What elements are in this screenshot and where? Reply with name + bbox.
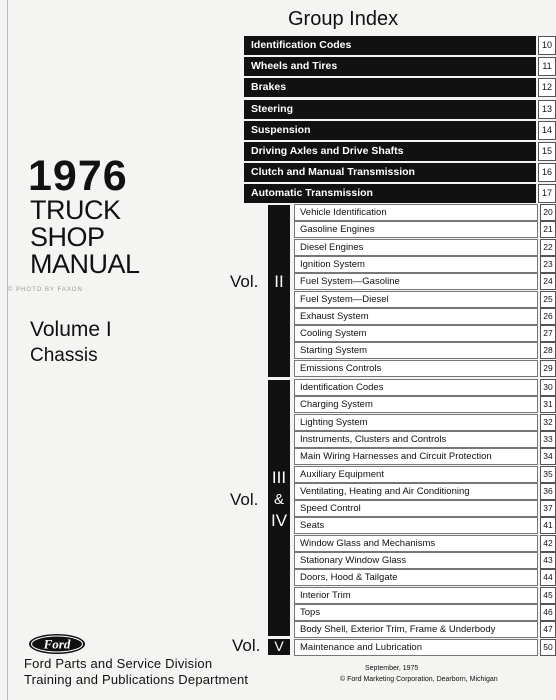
sub-group-number: 31 — [540, 396, 556, 413]
sub-group-row[interactable] — [294, 621, 556, 638]
copyright-line: © Ford Marketing Corporation, Dearborn, Michigan — [340, 676, 498, 683]
sub-group-label: Vehicle Identification — [294, 204, 538, 221]
sub-group-row[interactable] — [294, 604, 556, 621]
sub-group-number: 25 — [540, 291, 556, 308]
cover-year: 1976 — [28, 152, 128, 200]
group-label: Suspension — [244, 121, 536, 140]
group-label: Brakes — [244, 78, 536, 97]
group-label: Wheels and Tires — [244, 57, 536, 76]
volume-two-roman: II — [274, 272, 284, 291]
sub-group-row[interactable] — [294, 569, 556, 586]
sub-group-label: Emissions Controls — [294, 360, 538, 377]
volume-ampersand: & — [273, 491, 284, 508]
group-number: 14 — [538, 121, 556, 140]
sub-group-label: Cooling System — [294, 325, 538, 342]
group-number: 10 — [538, 36, 556, 55]
group-row[interactable] — [244, 57, 556, 76]
sub-group-label: Window Glass and Mechanisms — [294, 535, 538, 552]
sub-group-label: Starting System — [294, 342, 538, 359]
sub-group-row[interactable] — [294, 204, 556, 221]
group-label: Clutch and Manual Transmission — [244, 163, 536, 182]
sub-group-number: 45 — [540, 587, 556, 604]
group-row[interactable] — [244, 36, 556, 55]
group-index-title: Group Index — [288, 8, 399, 30]
sub-group-number: 41 — [540, 517, 556, 534]
sub-group-row[interactable] — [294, 379, 556, 396]
sub-group-label: Maintenance and Lubrication — [294, 639, 538, 656]
sub-group-label: Diesel Engines — [294, 239, 538, 256]
group-number: 13 — [538, 100, 556, 119]
group-row[interactable] — [244, 184, 556, 203]
sub-group-label: Body Shell, Exterior Trim, Frame & Underbody — [294, 621, 538, 638]
sub-group-row[interactable] — [294, 431, 556, 448]
volume-five-label: Vol. — [232, 636, 261, 655]
sub-group-number: 20 — [540, 204, 556, 221]
sub-group-label: Lighting System — [294, 414, 538, 431]
sub-group-label: Exhaust System — [294, 308, 538, 325]
sub-group-label: Seats — [294, 517, 538, 534]
sub-group-row[interactable] — [294, 466, 556, 483]
group-number: 12 — [538, 78, 556, 97]
cover-title-line-3: MANUAL — [30, 249, 140, 279]
sub-group-number: 21 — [540, 221, 556, 238]
sub-group-label: Doors, Hood & Tailgate — [294, 569, 538, 586]
sub-group-row[interactable] — [294, 639, 556, 656]
division-line-2: Training and Publications Department — [24, 672, 249, 687]
sub-group-number: 34 — [540, 448, 556, 465]
group-number: 15 — [538, 142, 556, 161]
sub-group-label: Gasoline Engines — [294, 221, 538, 238]
cover-title-line-1: TRUCK — [30, 195, 121, 225]
sub-group-number: 26 — [540, 308, 556, 325]
sub-group-label: Instruments, Clusters and Controls — [294, 431, 538, 448]
sub-group-number: 37 — [540, 500, 556, 517]
volume-three-four-label: Vol. — [230, 490, 259, 509]
sub-group-row[interactable] — [294, 500, 556, 517]
sub-group-label: Charging System — [294, 396, 538, 413]
sub-group-number: 43 — [540, 552, 556, 569]
group-row[interactable] — [244, 100, 556, 119]
sub-group-number: 36 — [540, 483, 556, 500]
cover-title-line-2: SHOP — [30, 222, 105, 252]
sub-group-row[interactable] — [294, 396, 556, 413]
sub-group-label: Stationary Window Glass — [294, 552, 538, 569]
sub-group-number: 42 — [540, 535, 556, 552]
sub-group-number: 23 — [540, 256, 556, 273]
sub-group-row[interactable] — [294, 291, 556, 308]
sub-group-number: 35 — [540, 466, 556, 483]
sub-group-number: 32 — [540, 414, 556, 431]
sub-group-label: Interior Trim — [294, 587, 538, 604]
sub-group-number: 28 — [540, 342, 556, 359]
sub-group-row[interactable] — [294, 325, 556, 342]
group-number: 11 — [538, 57, 556, 76]
sub-group-number: 29 — [540, 360, 556, 377]
group-label: Driving Axles and Drive Shafts — [244, 142, 536, 161]
volume-two-label: Vol. — [230, 272, 259, 291]
group-row[interactable] — [244, 121, 556, 140]
sub-group-row[interactable] — [294, 342, 556, 359]
sub-group-label: Fuel System—Diesel — [294, 291, 538, 308]
sub-group-row[interactable] — [294, 535, 556, 552]
sub-group-row[interactable] — [294, 256, 556, 273]
group-label: Automatic Transmission — [244, 184, 536, 203]
sub-group-row[interactable] — [294, 414, 556, 431]
sub-group-row[interactable] — [294, 308, 556, 325]
sub-group-row[interactable] — [294, 587, 556, 604]
sub-group-number: 33 — [540, 431, 556, 448]
sub-group-label: Auxiliary Equipment — [294, 466, 538, 483]
publication-date: September, 1975 — [365, 665, 419, 672]
sub-group-number: 22 — [540, 239, 556, 256]
sub-group-row[interactable] — [294, 483, 556, 500]
photo-watermark: © PHOTO BY FAXON — [8, 287, 83, 293]
ford-logo-text: Ford — [43, 636, 71, 652]
sub-group-row[interactable] — [294, 360, 556, 377]
sub-group-row[interactable] — [294, 273, 556, 290]
sub-group-label: Speed Control — [294, 500, 538, 517]
sub-group-label: Fuel System—Gasoline — [294, 273, 538, 290]
sub-group-row[interactable] — [294, 448, 556, 465]
sub-group-label: Main Wiring Harnesses and Circuit Protection — [294, 448, 538, 465]
sub-group-number: 47 — [540, 621, 556, 638]
volume-four-roman: IV — [270, 511, 288, 530]
sub-group-number: 46 — [540, 604, 556, 621]
volume-label: Volume I — [30, 318, 112, 341]
sub-group-row[interactable] — [294, 221, 556, 238]
division-line-1: Ford Parts and Service Division — [24, 656, 213, 671]
sub-group-row[interactable] — [294, 239, 556, 256]
volume-subject: Chassis — [30, 345, 98, 366]
volume-three-four-bar — [268, 380, 290, 636]
sub-group-label: Ventilating, Heating and Air Conditioning — [294, 483, 538, 500]
sub-group-label: Ignition System — [294, 256, 538, 273]
sub-group-number: 30 — [540, 379, 556, 396]
group-number: 17 — [538, 184, 556, 203]
volume-three-roman: III — [271, 468, 287, 487]
group-row[interactable] — [244, 142, 556, 161]
group-row[interactable] — [244, 78, 556, 97]
page-edge-rule — [7, 0, 8, 700]
sub-group-number: 24 — [540, 273, 556, 290]
group-label: Steering — [244, 100, 536, 119]
group-row[interactable] — [244, 163, 556, 182]
sub-group-row[interactable] — [294, 517, 556, 534]
sub-group-number: 27 — [540, 325, 556, 342]
sub-group-label: Identification Codes — [294, 379, 538, 396]
volume-five-roman: V — [274, 638, 284, 654]
sub-group-number: 50 — [540, 639, 556, 656]
group-number: 16 — [538, 163, 556, 182]
sub-group-number: 44 — [540, 569, 556, 586]
sub-group-label: Tops — [294, 604, 538, 621]
sub-group-row[interactable] — [294, 552, 556, 569]
group-label: Identification Codes — [244, 36, 536, 55]
